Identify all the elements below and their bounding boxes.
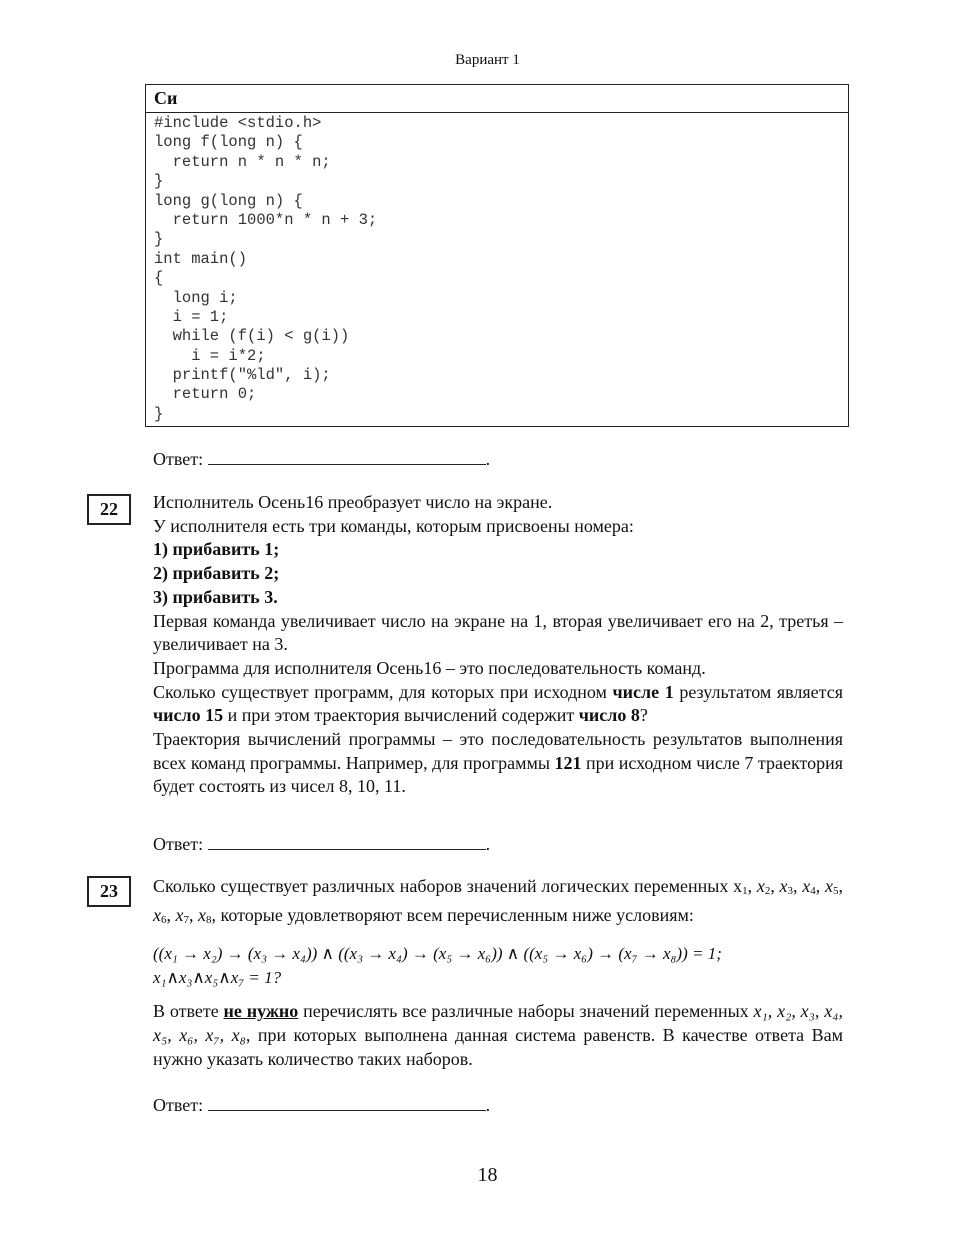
task-22-command-2: 2) прибавить 2; <box>153 563 280 584</box>
task-23-note: В ответе не нужно перечислять все различные наборы значений переменных x₁, x₂, x₃, x₄, x₅, x₆, x₇, x₈, при которых выполнена данная система равенств. В качестве ответа Вам нужно указать количество таких наборов. <box>153 1001 843 1069</box>
code-line: } <box>154 230 164 249</box>
code-line: long g(long n) { <box>154 191 303 210</box>
code-line: printf("%ld", i); <box>154 366 331 385</box>
variant-header: Вариант 1 <box>455 52 520 68</box>
code-line: return n * n * n; <box>154 152 331 171</box>
task-number-23: 23 <box>87 876 131 907</box>
answer-line-21[interactable]: Ответ: . <box>153 449 491 469</box>
code-block <box>145 84 849 427</box>
task-22-body <box>153 491 843 799</box>
code-line: long f(long n) { <box>154 133 303 152</box>
code-line: return 1000*n * n + 3; <box>154 210 378 229</box>
task-23-formula-2: x₁∧x₃∧x₅∧x₇ = 1? <box>153 968 282 988</box>
task-22-commands-intro: У исполнителя есть три команды, которым присвоены номера: <box>153 515 634 536</box>
code-line: { <box>154 269 164 288</box>
answer-blank[interactable] <box>208 447 486 465</box>
code-language-label: Си <box>146 85 848 113</box>
task-22-question: Сколько существует программ, для которых при исходном числе 1 результатом является число 15 и при этом траектория вычислений содержит число 8? <box>153 681 843 726</box>
answer-label: Ответ: <box>153 1095 204 1115</box>
code-line: while (f(i) < g(i)) <box>154 327 350 346</box>
answer-line-23[interactable]: Ответ: . <box>153 1095 491 1115</box>
page-number: 18 <box>477 1164 498 1186</box>
code-lines <box>146 113 848 424</box>
task-22-command-3: 3) прибавить 3. <box>153 586 278 607</box>
task-22-trajectory-definition: Траектория вычислений программы – это последовательность результатов выполнения всех команд программы. Например, для программы 121 при исходном числе 7 траектория будет состоять из чисел 8, 10, 11. <box>153 729 844 797</box>
task-number-22: 22 <box>87 494 131 525</box>
answer-blank[interactable] <box>208 832 486 850</box>
code-line: return 0; <box>154 385 257 404</box>
code-line: long i; <box>154 288 238 307</box>
code-line: int main() <box>154 249 248 268</box>
answer-label: Ответ: <box>153 449 204 469</box>
code-line: } <box>154 172 164 191</box>
answer-label: Ответ: <box>153 834 204 854</box>
code-line: i = 1; <box>154 307 229 326</box>
code-line: i = i*2; <box>154 346 266 365</box>
code-line: #include <stdio.h> <box>154 114 322 132</box>
task-23-question: Сколько существует различных наборов значений логических переменных $x_1$, $x_2$, $x_3$, $x_4$, $x_5$, $x_6$, $x_7$, $x_8$, которые удовлетворяют всем перечисленным ниже условиям: <box>153 876 844 926</box>
task-22-command-description: Первая команда увеличивает число на экране на 1, вторая увеличивает его на 2, третья – увеличивает на 3. <box>153 610 843 655</box>
answer-line-22[interactable]: Ответ: . <box>153 834 491 854</box>
task-22-program-definition: Программа для исполнителя Осень16 – это последовательность команд. <box>153 657 706 678</box>
task-22-command-1: 1) прибавить 1; <box>153 539 280 560</box>
answer-blank[interactable] <box>208 1093 486 1111</box>
task-23-formula-1: ((x₁ → x₂) → (x₃ → x₄)) ∧ ((x₃ → x₄) → (x₅ → x₆)) ∧ ((x₅ → x₆) → (x₇ → x₈)) = 1; <box>153 944 722 964</box>
code-line: } <box>154 404 164 423</box>
task-22-intro: Исполнитель Осень16 преобразует число на экране. <box>153 492 553 512</box>
task-23-body <box>153 875 843 1072</box>
